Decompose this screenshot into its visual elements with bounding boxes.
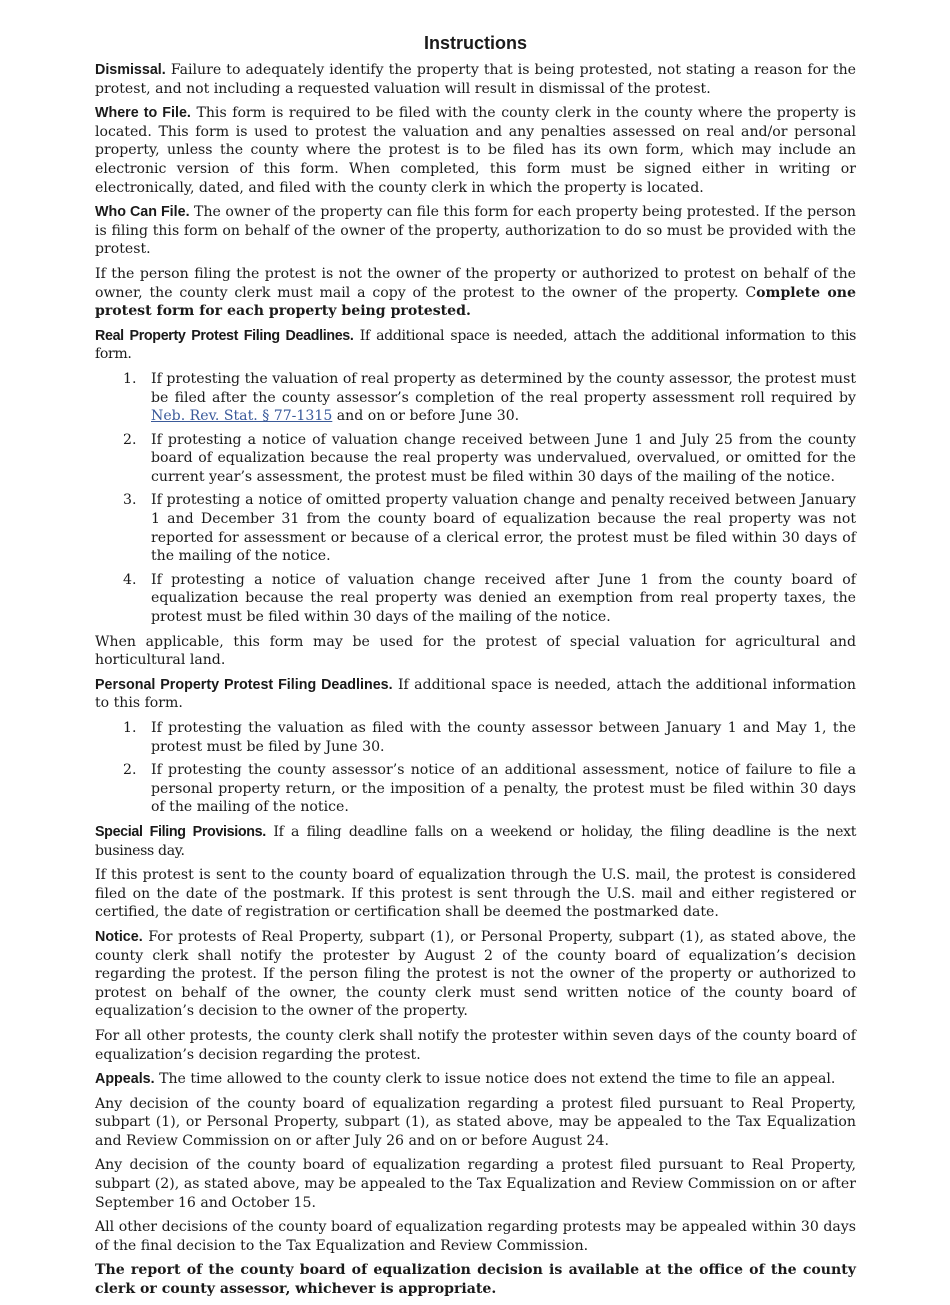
personal-property-paragraph — [95, 676, 856, 713]
where-to-file-text: This form is required to be filed with the county clerk in the county where the property is located. This form is used to protest the valuation and any penalties assessed on real and/or personal property, unless the county where the protest is to be filed has its own form, which may include an electronic version of this form. When completed, this form must be signed either in writing or electronically, dated, and filed with the county clerk in which the property is located. — [95, 105, 856, 196]
list-item-text: If protesting the valuation as filed with the county assessor between January 1 and May 1, the protest must be filed by June 30. — [151, 720, 856, 755]
list-item-text: If protesting a notice of omitted property valuation change and penalty received between January 1 and December 31 from the county board of equalization because the real property was not reported for assessment or because of a clerical error, the protest must be filed within 30 days of the mailing of the notice. — [151, 492, 856, 565]
list-item-number: 4. — [123, 571, 137, 588]
who-can-file-bold-note: omplete one protest form for each property being protested. — [95, 284, 856, 320]
real-property-heading: Real Property Protest Filing Deadlines. — [95, 327, 354, 344]
list-item — [95, 719, 856, 756]
list-item-number: 2. — [123, 762, 137, 779]
list-item — [95, 431, 856, 487]
special-valuation-note: When applicable, this form may be used for the protest of special valuation for agricultural and horticultural land. — [95, 633, 856, 669]
who-can-file-text: The owner of the property can file this form for each property being protested. If the person is filing this form on behalf of the owner of the property, authorization to do so must be provided with the protest. — [95, 204, 856, 258]
list-item-text: If protesting a notice of valuation change received after June 1 from the county board of equalization because the real property was denied an exemption from real property taxes, the protest must be filed within 30 days of the mailing of the notice. — [151, 571, 856, 626]
where-to-file-heading: Where to File. — [95, 105, 191, 122]
where-to-file-paragraph — [95, 104, 856, 197]
notice-heading: Notice. — [95, 928, 143, 945]
instructions-page — [95, 30, 856, 1305]
list-item-text: If protesting the county assessor’s notice of an additional assessment, notice of failure to file a personal property return, or the imposition of a penalty, the protest must be filed within 30 days of the mailing of the notice. — [151, 762, 856, 816]
notice-text: For protests of Real Property, subpart (1), or Personal Property, subpart (1), as stated above, the county clerk shall notify the protester by August 2 of the county board of equalization’s decision regarding the protest. If the person filing the protest is not the owner of the property or authorized to protest on behalf of the owner, the county clerk must send written notice of the county board of equalization’s decision to the owner of the property. — [95, 928, 856, 1020]
personal-property-heading: Personal Property Protest Filing Deadlines. — [95, 676, 393, 693]
appeals-paragraph — [95, 1070, 856, 1089]
appeals-heading: Appeals. — [95, 1071, 155, 1088]
who-can-file-paragraph-2 — [95, 265, 856, 321]
special-filing-text: If a filing deadline falls on a weekend or holiday, the filing deadline is the next business day. — [95, 823, 857, 859]
dismissal-text: Failure to adequately identify the property that is being protested, not stating a reason for the protest, and not including a requested valuation will result in dismissal of the protest. — [95, 62, 857, 97]
who-can-file-heading: Who Can File. — [95, 204, 190, 221]
list-item-number: 3. — [123, 492, 137, 509]
list-item-text-after: and on or before June 30. — [332, 408, 520, 425]
real-property-list — [95, 370, 856, 627]
notice-paragraph-2: For all other protests, the county clerk shall notify the protester within seven days of the county board of equalization’s decision regarding the protest. — [95, 1027, 856, 1063]
list-item — [95, 761, 856, 817]
list-item-number: 1. — [123, 720, 137, 736]
appeals-paragraph-2: Any decision of the county board of equalization regarding a protest filed pursuant to Real Property, subpart (1), or Personal Property, subpart (1), as stated above, may be appealed to the Tax Equalization and Review Commission on or after July 26 and on or before August 24. — [95, 1095, 856, 1149]
statute-link[interactable]: Neb. Rev. Stat. § 77-1315 — [151, 408, 333, 425]
dismissal-heading: Dismissal. — [95, 62, 166, 78]
personal-property-list — [95, 719, 856, 817]
dismissal-paragraph — [95, 61, 856, 98]
list-item — [95, 370, 856, 426]
appeals-paragraph-3: Any decision of the county board of equalization regarding a protest filed pursuant to Real Property, subpart (2), as stated above, may be appealed to the Tax Equalization and Review Commission on or after September 16 and October 15. — [95, 1157, 856, 1211]
list-item-number: 2. — [123, 431, 137, 448]
personal-property-text: If additional space is needed, attach the additional information to this form. — [95, 676, 857, 712]
list-item — [95, 571, 856, 627]
footer-bold-note: The report of the county board of equalization decision is available at the office of the county clerk or county assessor, whichever is appropriate. — [95, 1262, 856, 1298]
list-item-number: 1. — [123, 370, 137, 387]
who-can-file-text-2: If the person filing the protest is not the owner of the property or authorized to protest on behalf of the owner, the county clerk must mail a copy of the protest to the owner of the property. C — [95, 265, 856, 301]
list-item — [95, 491, 856, 565]
notice-paragraph — [95, 928, 856, 1021]
who-can-file-paragraph — [95, 203, 856, 259]
special-filing-paragraph — [95, 823, 856, 860]
special-filing-heading: Special Filing Provisions. — [95, 823, 266, 840]
appeals-paragraph-4: All other decisions of the county board of equalization regarding protests may be appealed within 30 days of the final decision to the Tax Equalization and Review Commission. — [95, 1219, 856, 1254]
list-item-text: If protesting the valuation of real property as determined by the county assessor, the protest must be filed after the county assessor’s completion of the real property assessment roll required by — [151, 370, 856, 406]
real-property-text: If additional space is needed, attach the additional information to this form. — [95, 327, 856, 363]
list-item-text: If protesting a notice of valuation change received between June 1 and July 25 from the county board of equalization because the real property was undervalued, overvalued, or omitted for the current year’s assessment, the protest must be filed within 30 days of the mailing of the notice. — [151, 431, 856, 485]
special-filing-paragraph-2: If this protest is sent to the county board of equalization through the U.S. mail, the protest is considered filed on the date of the postmark. If this protest is sent through the U.S. mail and either registered or certified, the date of registration or certification shall be deemed the postmarked date. — [95, 867, 856, 921]
real-property-paragraph — [95, 327, 856, 364]
appeals-text: The time allowed to the county clerk to issue notice does not extend the time to file an appeal. — [159, 1071, 836, 1088]
page-title: Instructions — [423, 33, 527, 53]
